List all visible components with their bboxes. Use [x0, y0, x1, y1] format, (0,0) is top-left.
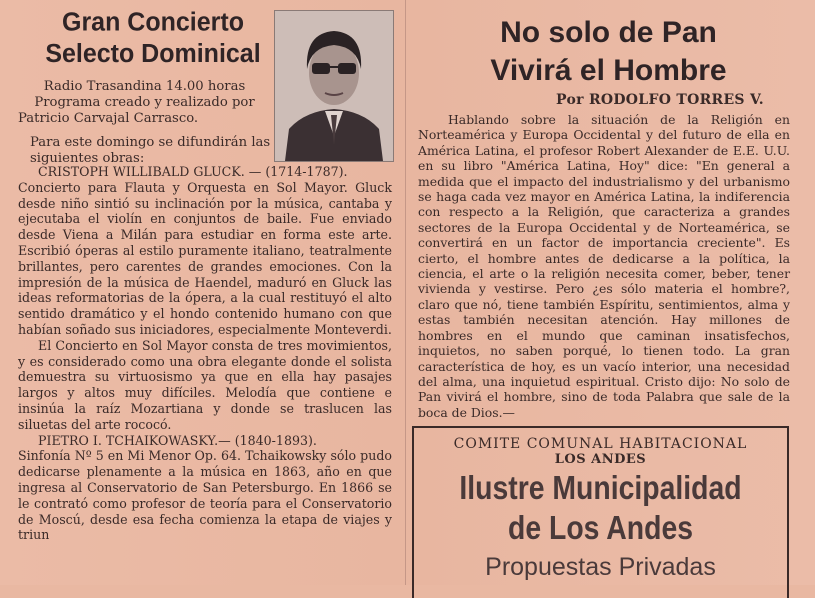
intro-line1: Radio Trasandina 14.00 horas [43, 79, 246, 94]
column-divider [405, 0, 406, 585]
article-byline: Por RODOLFO TORRES V. [556, 92, 764, 108]
tchaikowsky-heading: PIETRO I. TCHAIKOWASKY.— (1840-1893). [38, 432, 317, 448]
notice-location-line: LOS ANDES [554, 452, 647, 467]
intro-line3: Patricio Carvajal Carrasco. [18, 111, 199, 126]
notice-subtitle: Propuestas Privadas [485, 553, 716, 581]
notice-committee-line: COMITE COMUNAL HABITACIONAL [453, 436, 748, 452]
article-paragraph: Hablando sobre la situación de la Religión en Norteamérica y Europa Occidental y del futuro de ella en América Latina, el profesor Robert Alexander de E.E. U.U. en su libro "América Latina, Hoy" dice: "En general a medida que el impacto del industrialismo y del urbanismo se haga cada vez mayor en América Latina, la indiferencia con respecto a la Religión, que caracteriza a grandes sectores de la Europa Occidental y de Norteamérica, se convertirá en un factor de importancia creciente". Es cierto, el hombre antes de dedicarse a la política, la ciencia, el arte o la religión necesita comer, beber, tener vivienda y vestirse. Pero ¿es sólo materia el hombre?, claro que nó, tiene también Espíritu, sentimientos, alma y estas también necesitan atención. Hay millones de hombres en el mundo que caminan insatisfechos, inquietos, no saben porqué, lo tienen todo. La gran característica de hoy, es un vacío interior, una necesidad del alma, una inquietud espiritual. Cristo dijo: No solo de Pan vivirá el hombre, sino de toda Palabra que sale de la boca de Dios.— [418, 112, 790, 420]
article-headline-line2: Vivirá el Hombre [490, 54, 727, 87]
article-body [418, 112, 790, 420]
gluck-paragraph: Concierto para Flauta y Orquesta en Sol Mayor. Gluck desde niño sintió su inclinación por la música, cantaba y ejecutaba el violín en conjuntos de baile. Fue enviado desde Viena a Milán para estudiar en forma este arte. Escribió óperas al estilo puramente italiano, teatralmente brillantes, pero carentes de grandes emociones. Con la impresión de la música de Haendel, maduró en Gluck las ideas reformatorias de la ópera, a la cual restituyó el alto sentido dramático y el hondo contenido humano con que habían soñado sus iniciadores, especialmente Monteverdi. [18, 179, 392, 337]
notice-title-line2: de Los Andes [507, 509, 694, 546]
intro-line2: Programa creado y realizado por [34, 95, 255, 110]
tchaikowsky-paragraph: Sinfonía Nº 5 en Mi Menor Op. 64. Tchaikowsky sólo pudo dedicarse plenamente a la música en 1863, año en que ingresa al Conservatorio de San Petersburgo. En 1866 se le contrató como profesor de teoría para el Conservatorio de Moscú, desde esa fecha comienza la etapa de viajes y triun [18, 448, 392, 543]
program-intro [18, 79, 271, 167]
concert-headline-line1: Gran Concierto [62, 7, 244, 37]
portrait-photo [274, 10, 394, 162]
concert-headline [28, 7, 278, 70]
article-headline [416, 14, 801, 90]
gluck-heading: CRISTOPH WILLIBALD GLUCK. — (1714-1787). [38, 164, 348, 179]
left-column [18, 0, 402, 585]
municipal-notice-box [412, 426, 789, 598]
intro-paragraph: Para este domingo se difundirán las siguientes obras: [30, 135, 271, 166]
notice-title-line1: Ilustre Municipalidad [459, 469, 742, 506]
concert-program-text [18, 164, 392, 543]
concierto-paragraph: El Concierto en Sol Mayor consta de tres movimientos, y es considerado como una obra elegante donde el solista demuestra su virtuosismo ya que en ella hay pasajes largos y altos muy difíciles. Melodía que contiene e insinúa la raíz Mozartiana y donde se traslucen las siluetas del arte rococó. [18, 337, 392, 432]
concert-headline-line2: Selecto Dominical [45, 39, 261, 69]
article-headline-line1: No solo de Pan [500, 16, 717, 49]
